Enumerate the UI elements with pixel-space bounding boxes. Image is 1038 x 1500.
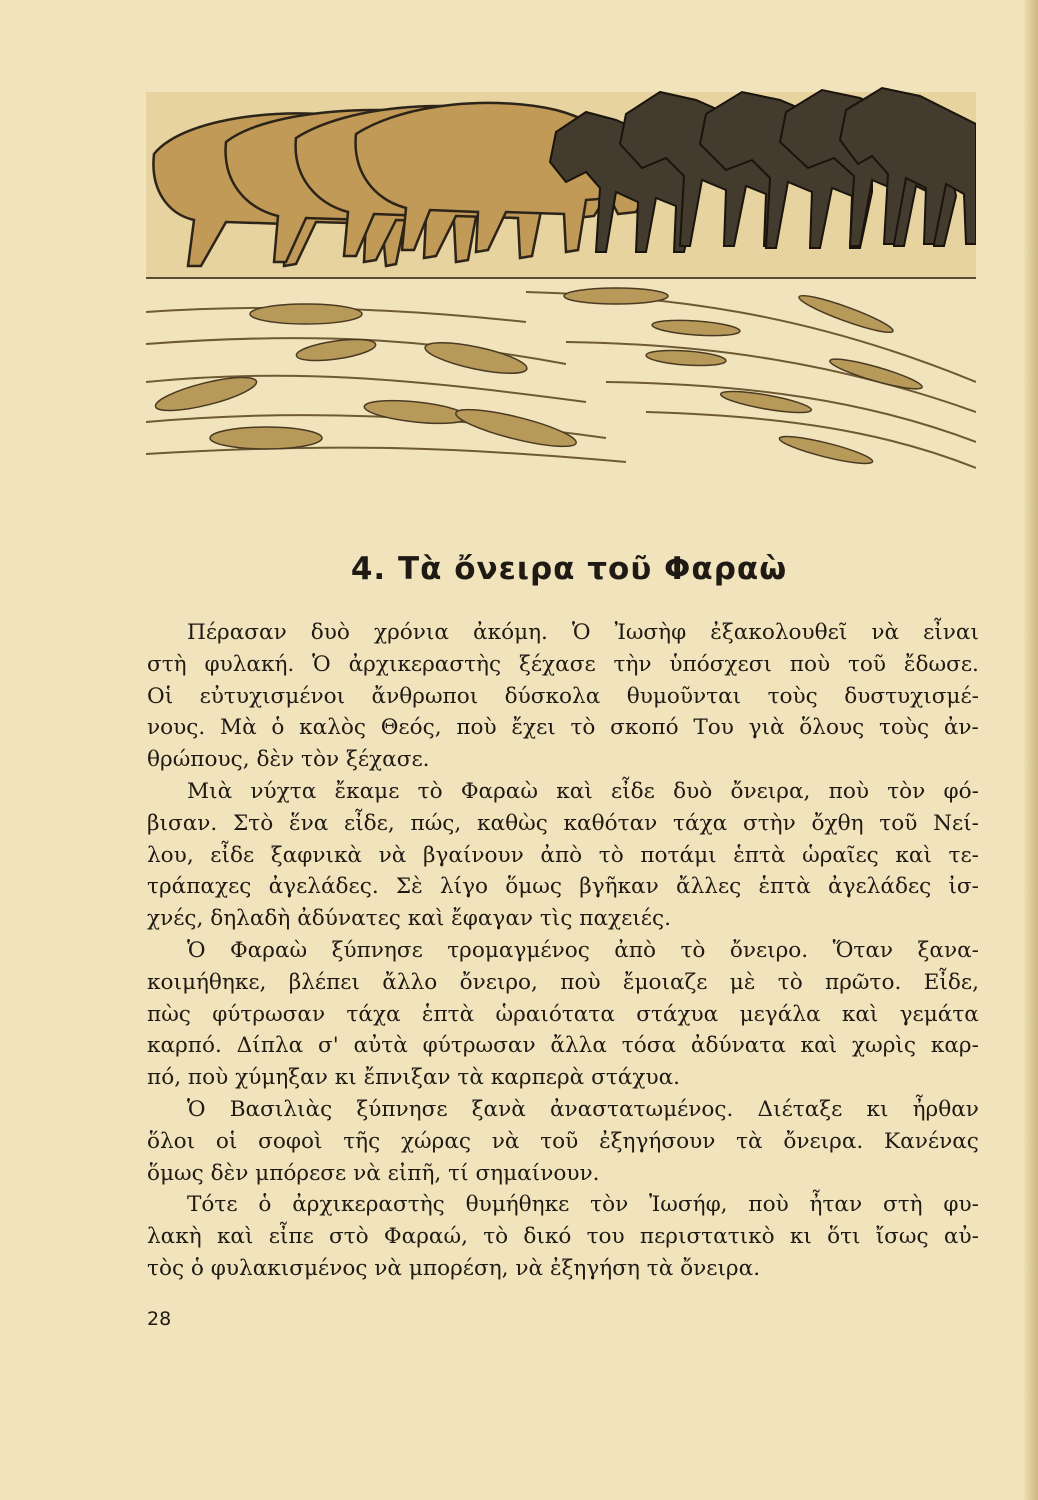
paragraph — [147, 1189, 979, 1284]
chapter-title: 4. Τὰ ὄνειρα τοῦ Φαραὼ — [350, 551, 788, 587]
paragraph — [147, 776, 979, 935]
text-line: Μιὰ νύχτα ἔκαμε τὸ Φαραὼ καὶ εἶδε δυὸ ὄνειρα, ποὺ τὸν φό- — [187, 778, 979, 804]
body-text — [147, 617, 979, 1285]
text-line: λου, εἶδε ξαφνικὰ νὰ βγαίνουν ἀπὸ τὸ ποτάμι ἑπτὰ ὡραῖες καὶ τε- — [147, 842, 979, 868]
paragraph — [147, 935, 979, 1094]
wheat-ear — [295, 336, 377, 365]
text-line: Ὁ Φαραὼ ξύπνησε τρομαγμένος ἀπὸ τὸ ὄνειρο. Ὅταν ξανα- — [187, 937, 979, 963]
wheat-ear — [423, 336, 529, 379]
text-line: στὴ φυλακή. Ὁ ἀρχικεραστὴς ξέχασε τὴν ὑπόσχεσι ποὺ τοῦ ἔδωσε. — [147, 651, 979, 677]
text-line: ὅμως δὲν μπόρεσε νὰ εἰπῆ, τί σημαίνουν. — [147, 1160, 600, 1186]
wheat-stalk — [526, 292, 976, 382]
text-line: Οἱ εὐτυχισμένοι ἄνθρωποι δύσκολα θυμοῦνται τοὺς δυστυχισμέ- — [147, 683, 979, 709]
text-line: Πέρασαν δυὸ χρόνια ἀκόμη. Ὁ Ἰωσὴφ ἐξακολουθεῖ νὰ εἶναι — [187, 620, 979, 645]
wheat-stalk — [146, 448, 626, 462]
text-line: πὼς φύτρωσαν τάχα ἑπτὰ ὡραιότατα στάχυα μεγάλα καὶ γεμάτα — [147, 1001, 979, 1027]
text-line: καρπό. Δίπλα σ' αὐτὰ φύτρωσαν ἄλλα τόσα ἀδύνατα καὶ χωρὶς καρ- — [147, 1033, 979, 1059]
wheat-ear — [363, 397, 469, 428]
wheat-ear — [453, 402, 579, 453]
text-line: τράπαχες ἀγελάδες. Σὲ λίγο ὅμως βγῆκαν ἄλλες ἑπτὰ ἀγελάδες ἰσ- — [147, 874, 979, 900]
text-line: χνές, δηλαδὴ ἀδύνατες καὶ ἔφαγαν τὶς παχειές. — [147, 906, 671, 932]
text-line: νους. Μὰ ὁ καλὸς Θεός, ποὺ ἔχει τὸ σκοπό Του γιὰ ὅλους τοὺς ἀν- — [147, 715, 979, 741]
wheat-ear — [652, 318, 741, 338]
wheat-ear — [797, 290, 896, 337]
dream-illustration — [146, 82, 976, 474]
text-line: Τότε ὁ ἀρχικεραστὴς θυμήθηκε τὸν Ἰωσήφ, ποὺ ἦταν στὴ φυ- — [187, 1192, 979, 1218]
wheat-ear — [564, 288, 668, 304]
paper-edge — [1024, 0, 1038, 1500]
text-line: ὅλοι οἱ σοφοὶ τῆς χώρας νὰ τοῦ ἐξηγήσουν τὰ ὄνειρα. Κανένας — [147, 1128, 979, 1154]
text-line: τὸς ὁ φυλακισμένος νὰ μπορέση, νὰ ἐξηγήση τὰ ὄνειρα. — [147, 1255, 761, 1281]
wheat-ear — [250, 304, 362, 324]
wheat-ears — [153, 288, 924, 468]
text-line: λακὴ καὶ εἶπε στὸ Φαραώ, τὸ δικό του περιστατικὸ κι ὅτι ἴσως αὐ- — [147, 1224, 979, 1250]
page-number: 28 — [147, 1308, 172, 1330]
paragraph — [147, 617, 979, 776]
wheat-ear — [778, 432, 875, 469]
paragraph — [147, 1094, 979, 1189]
text-line: Ὁ Βασιλιὰς ξύπνησε ξανὰ ἀναστατωμένος. Διέταξε κι ἦρθαν — [187, 1096, 979, 1122]
text-line: πό, ποὺ χύμηξαν κι ἔπνιξαν τὰ καρπερὰ στάχυα. — [147, 1065, 681, 1091]
text-line: θρώπους, δὲν τὸν ξέχασε. — [147, 747, 430, 773]
wheat-ear — [210, 427, 322, 449]
wheat-ear — [828, 354, 924, 394]
text-line: βισαν. Στὸ ἕνα εἶδε, πώς, καθὼς καθόταν τάχα στὴν ὄχθη τοῦ Νεί- — [147, 810, 979, 836]
text-line: κοιμήθηκε, βλέπει ἄλλο ὄνειρο, ποὺ ἔμοιαζε μὲ τὸ πρῶτο. Εἶδε, — [147, 969, 979, 995]
